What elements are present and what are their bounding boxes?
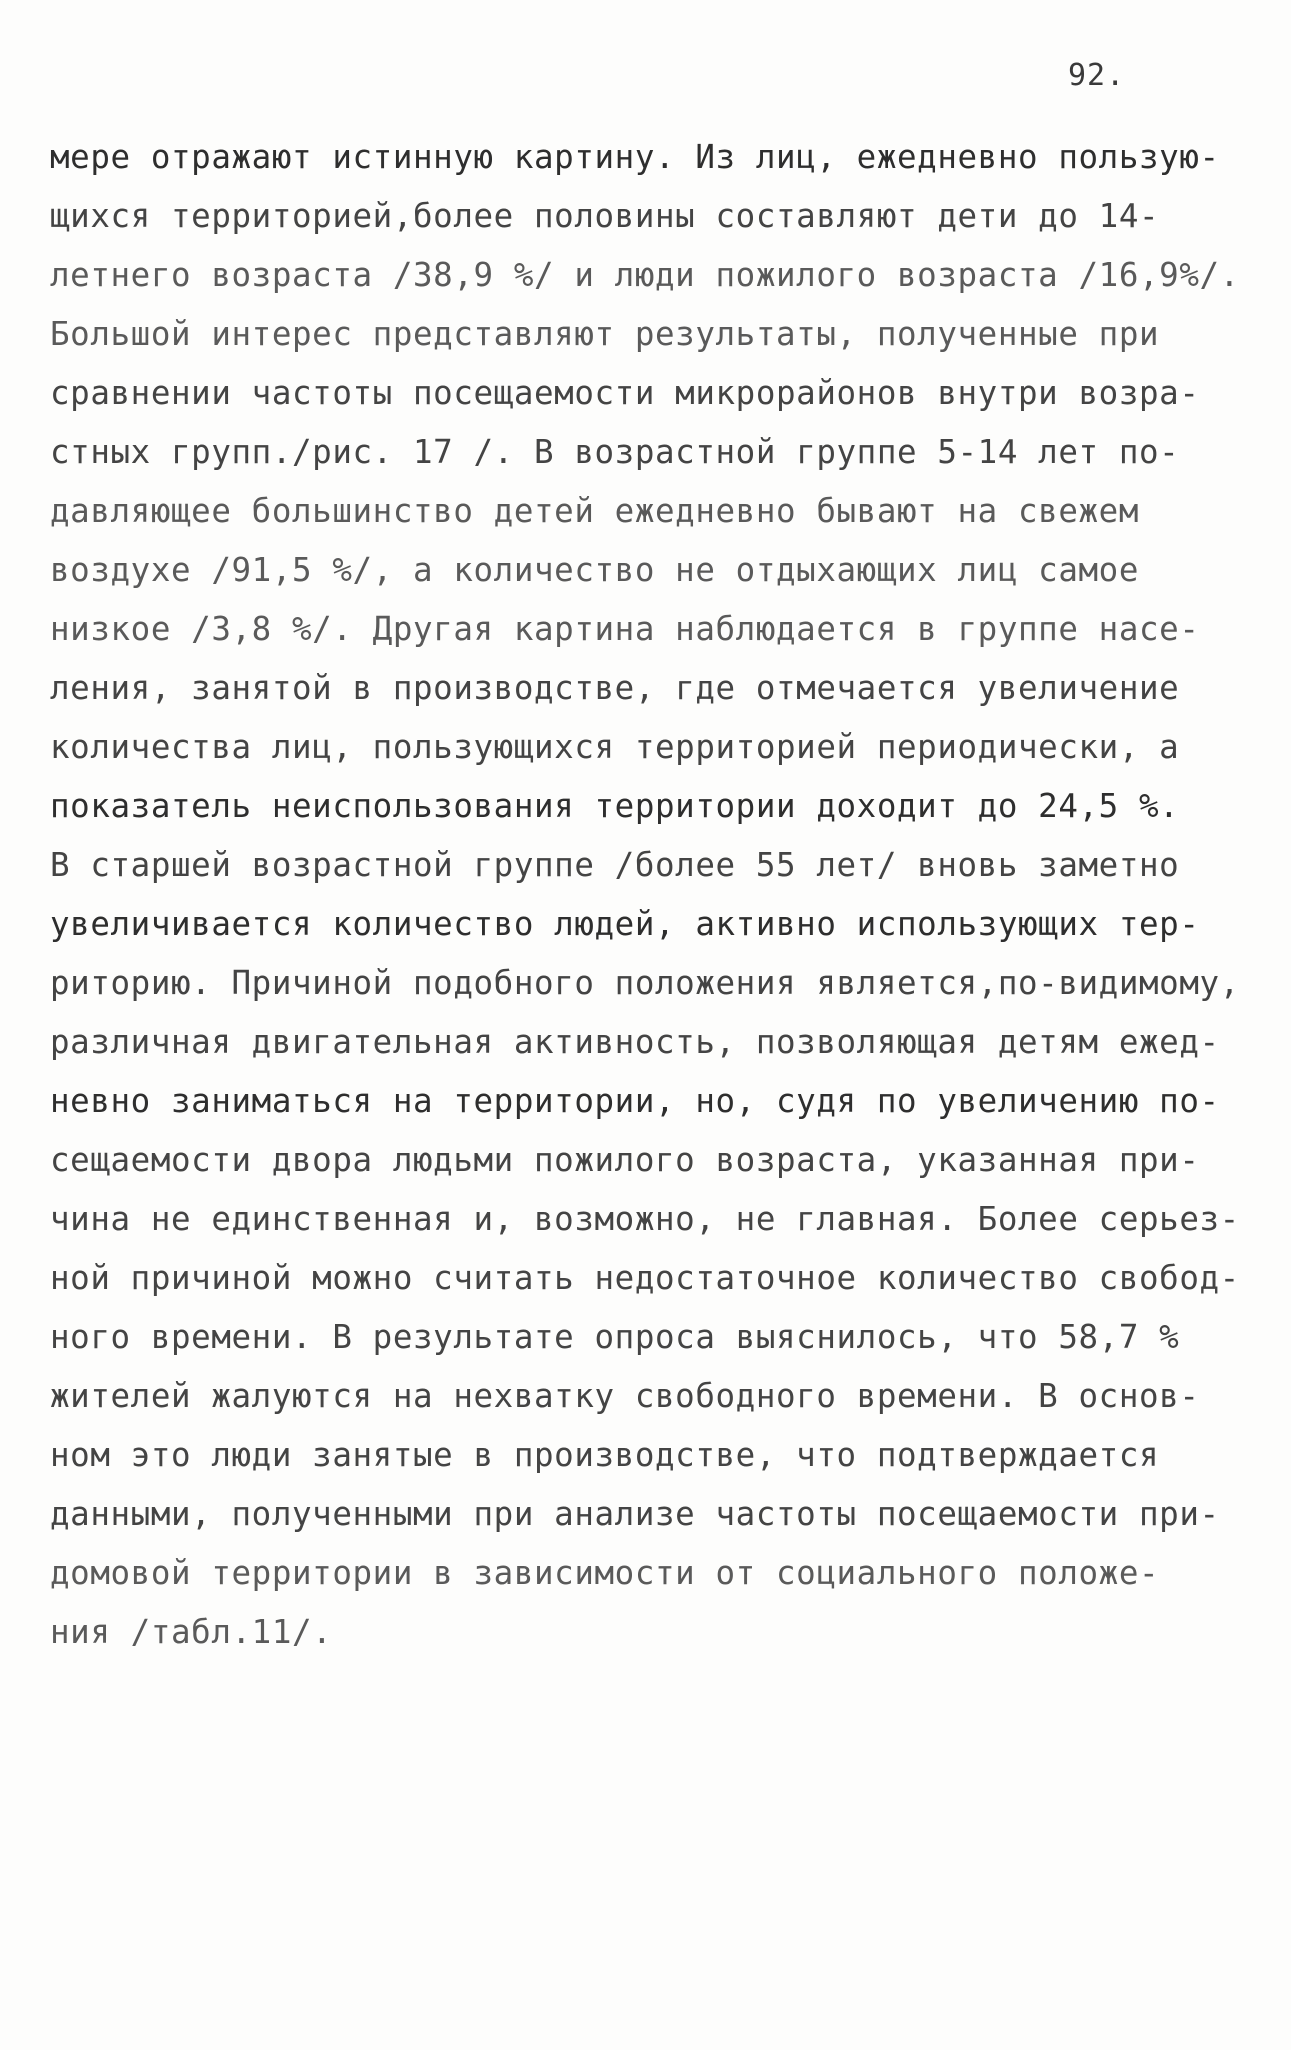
text-line: воздухе /91,5 %/, а количество не отдыхающих лиц самое — [50, 551, 1139, 589]
text-line: увеличивается количество людей, активно использующих тер- — [50, 905, 1200, 943]
text-line: В старшей возрастной группе /более 55 лет/ вновь заметно — [50, 846, 1180, 884]
text-line: домовой территории в зависимости от социального положе- — [50, 1554, 1160, 1592]
text-line: давляющее большинство детей ежедневно бывают на свежем — [50, 492, 1139, 530]
text-line: риторию. Причиной подобного положения является,по-видимому, — [50, 964, 1240, 1002]
text-line: количества лиц, пользующихся территорией периодически, а — [50, 728, 1180, 766]
text-line: стных групп./рис. 17 /. В возрастной группе 5-14 лет по- — [50, 433, 1180, 471]
text-line: сещаемости двора людьми пожилого возраста, указанная при- — [50, 1141, 1200, 1179]
text-line: мере отражают истинную картину. Из лиц, ежедневно пользую- — [50, 138, 1220, 176]
text-line: сравнении частоты посещаемости микрорайонов внутри возра- — [50, 374, 1200, 412]
text-line: показатель неиспользования территории доходит до 24,5 %. — [50, 787, 1180, 825]
text-line: летнего возраста /38,9 %/ и люди пожилого возраста /16,9%/. — [50, 256, 1240, 294]
text-line: ной причиной можно считать недостаточное количество свобод- — [50, 1259, 1240, 1297]
text-line: щихся территорией,более половины составляют дети до 14- — [50, 197, 1160, 235]
text-line: данными, полученными при анализе частоты посещаемости при- — [50, 1495, 1220, 1533]
text-line: Большой интерес представляют результаты, полученные при — [50, 315, 1160, 353]
text-line: ления, занятой в производстве, где отмечается увеличение — [50, 669, 1180, 707]
text-line: чина не единственная и, возможно, не главная. Более серьез- — [50, 1200, 1240, 1238]
text-line: ном это люди занятые в производстве, что подтверждается — [50, 1436, 1160, 1474]
text-line: ния /табл.11/. — [50, 1613, 333, 1651]
text-line: различная двигательная активность, позволяющая детям ежед- — [50, 1023, 1220, 1061]
text-line: невно заниматься на территории, но, судя по увеличению по- — [50, 1082, 1220, 1120]
body-text — [50, 128, 1260, 1662]
page-number: 92. — [1068, 58, 1126, 93]
text-line: ного времени. В результате опроса выяснилось, что 58,7 % — [50, 1318, 1180, 1356]
text-line: низкое /3,8 %/. Другая картина наблюдается в группе насе- — [50, 610, 1200, 648]
text-line: жителей жалуются на нехватку свободного времени. В основ- — [50, 1377, 1200, 1415]
